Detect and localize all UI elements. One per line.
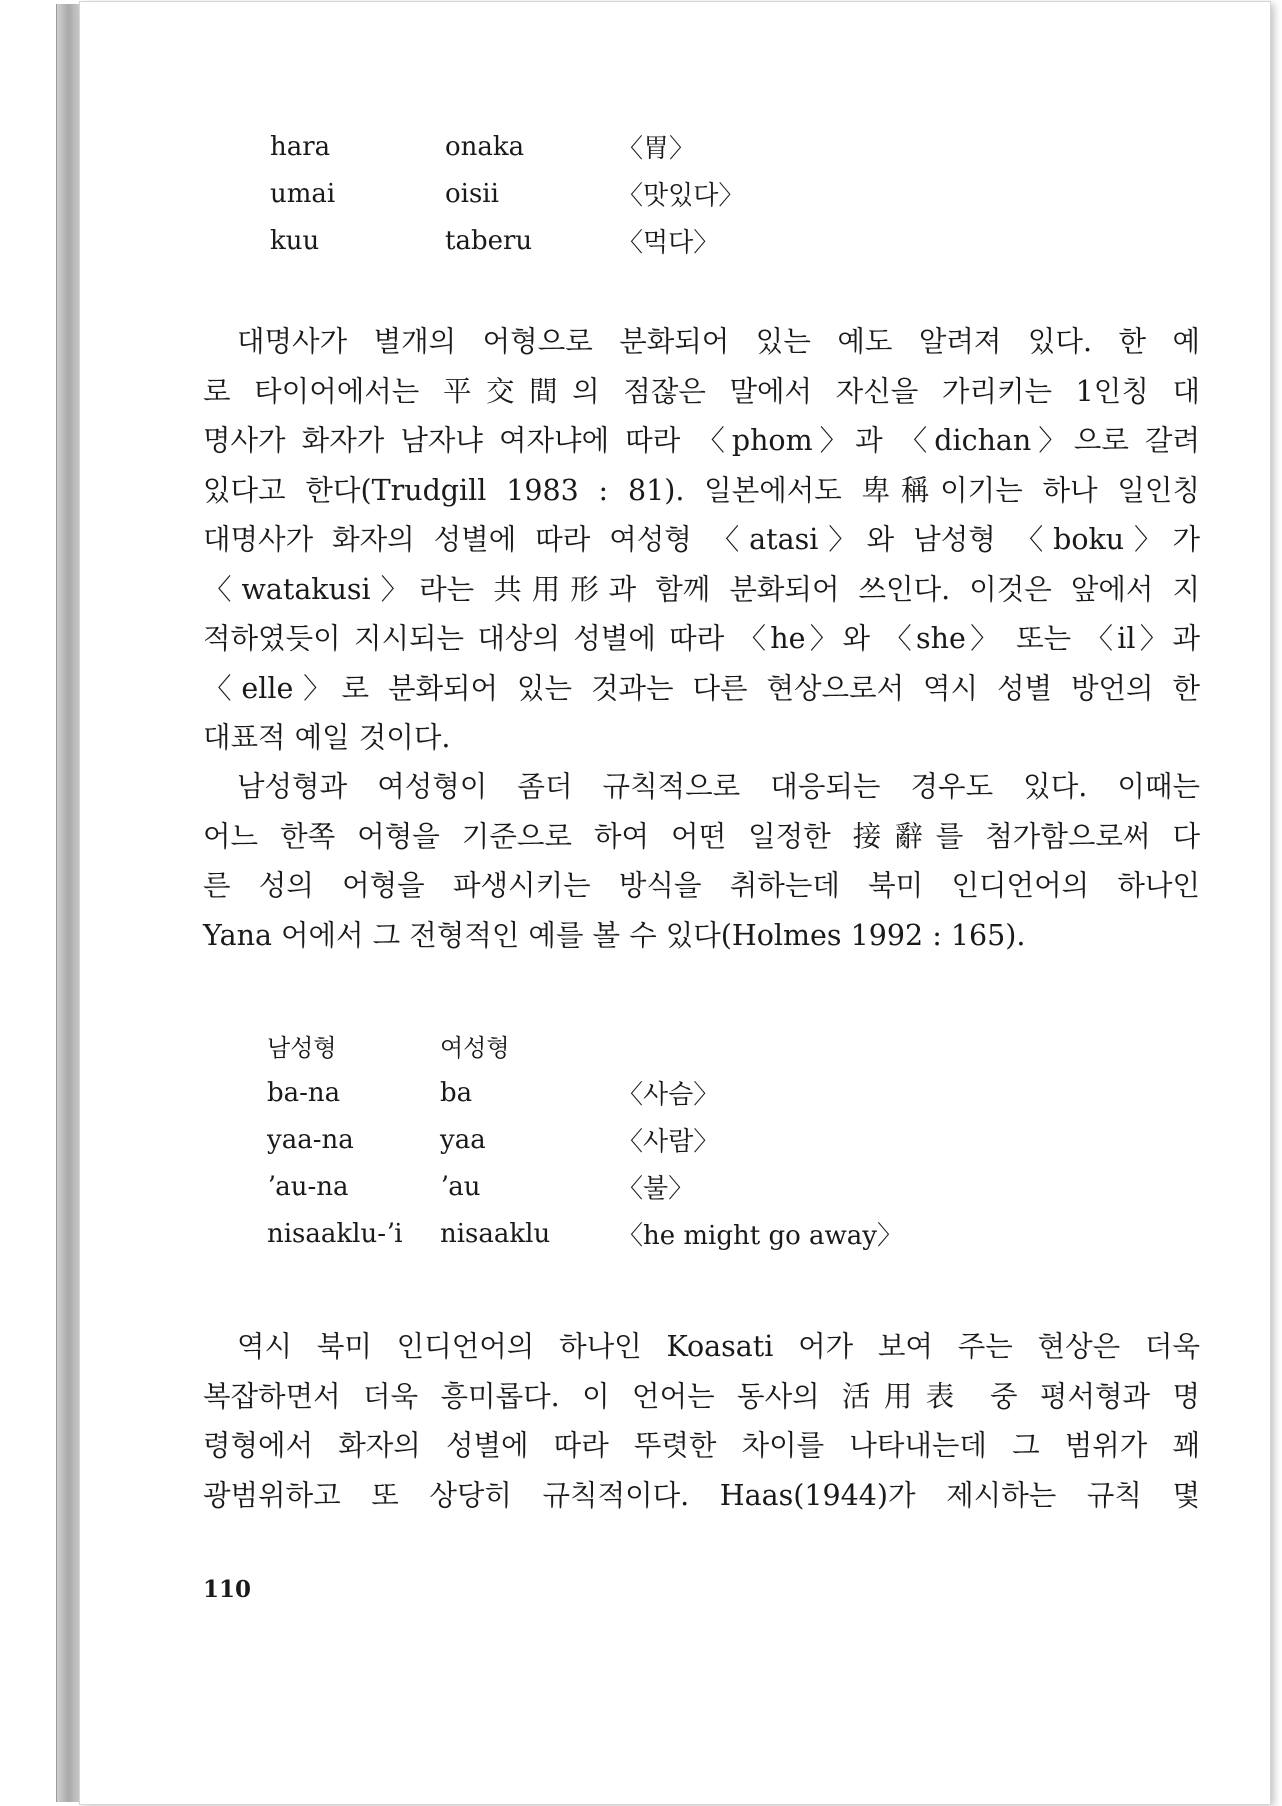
gloss: 〈胃〉 [617,134,696,164]
example-row [267,1163,877,1210]
text-line: 대표적 예일 것이다. [203,721,451,754]
paragraph-koasati [203,1322,1200,1520]
gloss: 〈맛있다〉 [617,181,745,211]
header-masculine: 남성형 [267,1034,337,1062]
example-row [270,123,757,170]
word-form: kuu [270,225,320,256]
text-line: 어느 한쪽 어형을 기준으로 하여 어떤 일정한 接辭를 첨가함으로써 다 [203,819,1200,853]
book-spine-edge [56,4,83,1802]
example-row [270,170,757,217]
text-line: 적하였듯이 지시되는 대상의 성별에 따라 〈he〉와 〈she〉 또는 〈il〉과 [203,622,1200,655]
text-line: 복잡하면서 더욱 흥미롭다. 이 언어는 동사의 活用表 중 평서형과 명 [203,1379,1200,1413]
example-header-row [267,1022,877,1069]
text-line: 명사가 화자가 남자냐 여자냐에 따라 〈phom〉과 〈dichan〉으로 갈려 [203,424,1200,457]
word-form: ʼau [440,1171,481,1202]
example-row [270,217,757,264]
text-line: 〈watakusi〉라는 共用形과 함께 분화되어 쓰인다. 이것은 앞에서 지 [203,572,1200,606]
example-table-yana [267,1022,903,1257]
book-page [80,2,1270,1804]
gloss: 〈he might go away〉 [617,1221,903,1251]
word-form: oisii [445,178,499,209]
page-number: 110 [203,1576,252,1603]
text-line: 대명사가 화자의 성별에 따라 여성형 〈atasi〉와 남성형 〈boku〉가 [203,523,1200,556]
word-form: ba [440,1077,473,1108]
text-line: 른 성의 어형을 파생시키는 방식을 취하는데 북미 인디언어의 하나인 [203,869,1200,902]
text-line: 대명사가 별개의 어형으로 분화되어 있는 예도 알려져 있다. 한 예 [237,325,1200,358]
text-line: 있다고 한다(Trudgill 1983 : 81). 일본에서도 卑稱이기는 하나 일인칭 [203,473,1200,507]
gloss: 〈불〉 [617,1174,695,1204]
text-line: 로 타이어에서는 平交間의 점잖은 말에서 자신을 가리키는 1인칭 대 [203,374,1200,408]
text-line: 광범위하고 또 상당히 규칙적이다. Haas(1944)가 제시하는 규칙 몇 [203,1478,1200,1512]
header-feminine: 여성형 [440,1034,510,1062]
gloss: 〈먹다〉 [617,228,720,258]
text-line: Yana 어에서 그 전형적인 예를 볼 수 있다(Holmes 1992 : 165). [203,918,1026,952]
word-form: ba-na [267,1077,341,1108]
word-form: yaa [440,1124,486,1155]
word-form: taberu [445,225,533,256]
word-form: umai [270,178,336,209]
gloss: 〈사람〉 [617,1127,720,1157]
word-form: onaka [445,131,525,162]
text-line: 〈elle〉로 분화되어 있는 것과는 다른 현상으로서 역시 성별 방언의 한 [203,671,1200,705]
text-line: 남성형과 여성형이 좀더 규칙적으로 대응되는 경우도 있다. 이때는 [237,770,1200,803]
gloss: 〈사슴〉 [617,1080,720,1110]
word-form: hara [270,131,331,162]
paragraph-yana [203,762,1200,960]
example-list-japanese [270,123,757,264]
example-row [267,1210,903,1257]
page-content [80,2,1270,1804]
text-line: 령형에서 화자의 성별에 따라 뚜렷한 차이를 나타내는데 그 범위가 꽤 [203,1429,1200,1462]
word-form: nisaaklu-ʼi [267,1218,403,1249]
word-form: yaa-na [267,1124,354,1155]
word-form: nisaaklu [440,1218,551,1249]
example-row [267,1069,877,1116]
text-line: 역시 북미 인디언어의 하나인 Koasati 어가 보여 주는 현상은 더욱 [237,1330,1200,1363]
paragraph-pronouns [203,317,1200,763]
word-form: ʼau-na [267,1171,349,1202]
example-row [267,1116,877,1163]
